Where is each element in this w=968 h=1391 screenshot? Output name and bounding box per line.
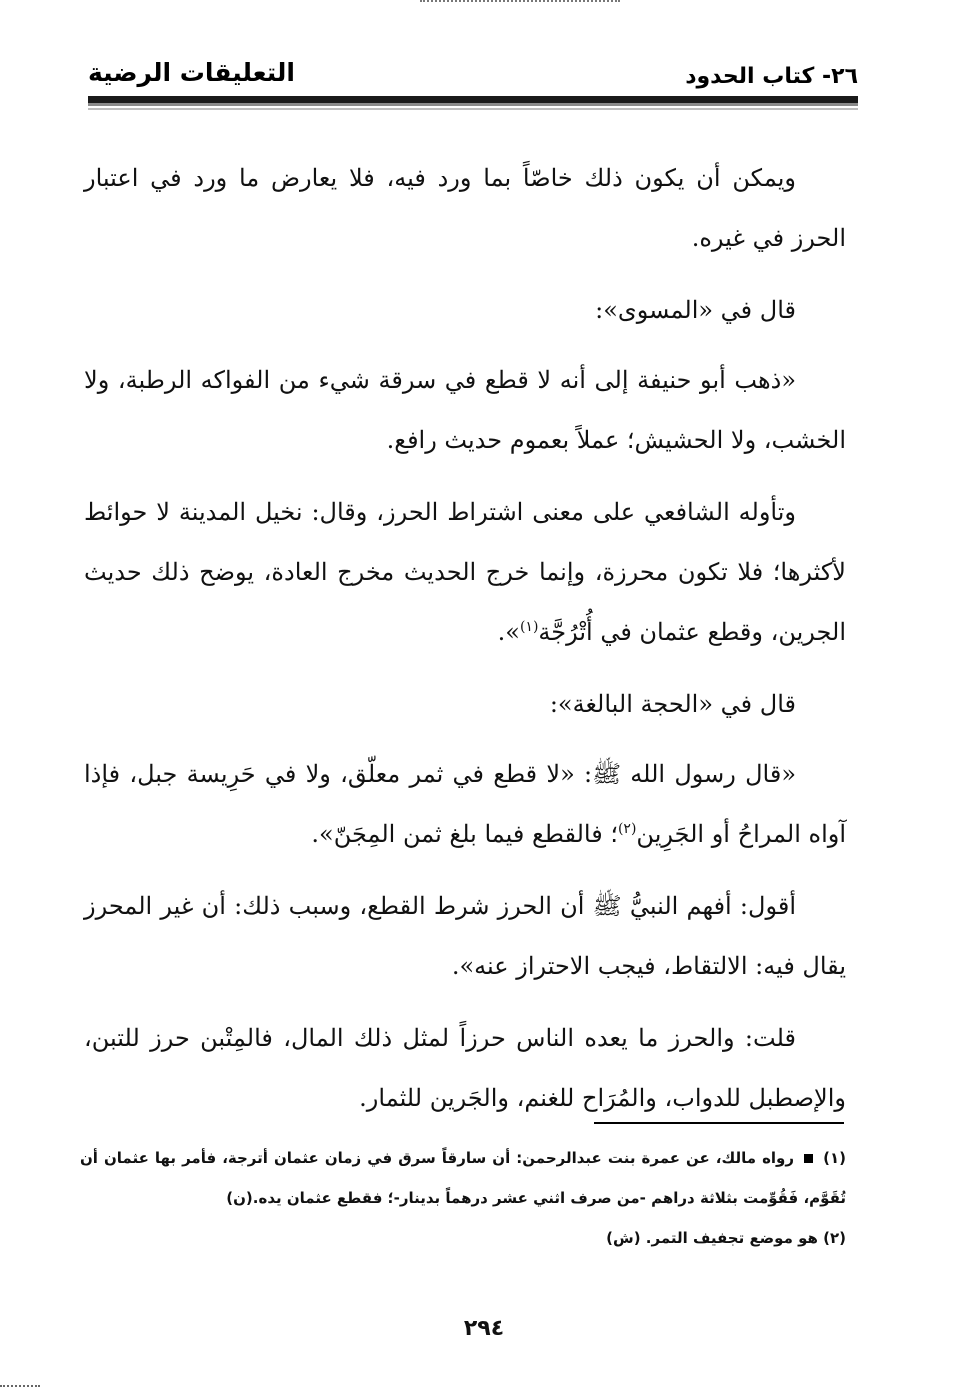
main-text [84,148,846,1140]
footnotes [80,1138,846,1258]
square-mark-icon [804,1154,813,1163]
chapter-title: ٢٦- كتاب الحدود [685,64,858,89]
footnote-1: (١) رواه مالك، عن عمرة بنت عبدالرحمن: أن سارقاً سرق في زمان عثمان أترجة، فأمر بها عثمان أن تُقَوَّم، فَقُوِّمت بثلاثة دراهم -من صرف اثني عشر درهماً بدينار-؛ فقطع عثمان يده.(ن) [80,1149,846,1207]
paragraph: أقول: أفهم النبيُّ ﷺ أن الحرز شرط القطع، وسبب ذلك: أن غير المحرز يقال فيه: الالتقاط، فيجب الاحتراز عنه». [84,892,846,980]
paragraph: قلت: والحرز ما يعده الناس حرزاً لمثل ذلك المال، فالمِتْبن حرز للتبن، والإصطبل للدواب، والمُرَاح للغنم، والجَرين للثمار. [84,1024,846,1112]
scan-artifact [420,0,620,8]
paragraph: «قال رسول الله ﷺ: «لا قطع في ثمر معلّق، ولا في حَرِيسة جبل، فإذا آواه المراحُ أو الجَرِين$^{(٢)}$؛ فالقطع فيما بلغ ثمن المِجَنّ». [84,760,846,848]
footnote-ref[interactable]: (٢) [617,821,637,837]
book-title: التعليقات الرضية [88,58,295,87]
scan-artifact [0,1385,40,1387]
paragraph: وتأوله الشافعي على معنى اشتراط الحرز، وقال: نخيل المدينة لا حوائط لأكثرها؛ فلا تكون محرزة، وإنما خرج الحديث مخرج العادة، يوضح ذلك حديث الجرين، وقطع عثمان في أُتْرُجَّة$^{(١)}$». [84,498,846,646]
paragraph: ويمكن أن يكون ذلك خاصّاً بما ورد فيه، فلا يعارض ما ورد في اعتبار الحرز في غيره. [84,164,846,252]
footnote-ref[interactable]: (١) [519,619,539,635]
footnote-2: (٢) هو موضع تجفيف التمر. (ش) [606,1229,846,1247]
paragraph: «ذهب أبو حنيفة إلى أنه لا قطع في سرقة شيء من الفواكه الرطبة، ولا الخشب، ولا الحشيش؛ عملاً بعموم حديث رافع. [84,366,846,454]
header-rule [88,96,858,106]
footnote-separator [594,1122,844,1124]
page-number: ٢٩٤ [463,1316,505,1341]
running-header [88,58,858,114]
quote-heading: قال في «الحجة البالغة»: [549,690,796,718]
quote-heading: قال في «المسوى»: [595,296,796,324]
